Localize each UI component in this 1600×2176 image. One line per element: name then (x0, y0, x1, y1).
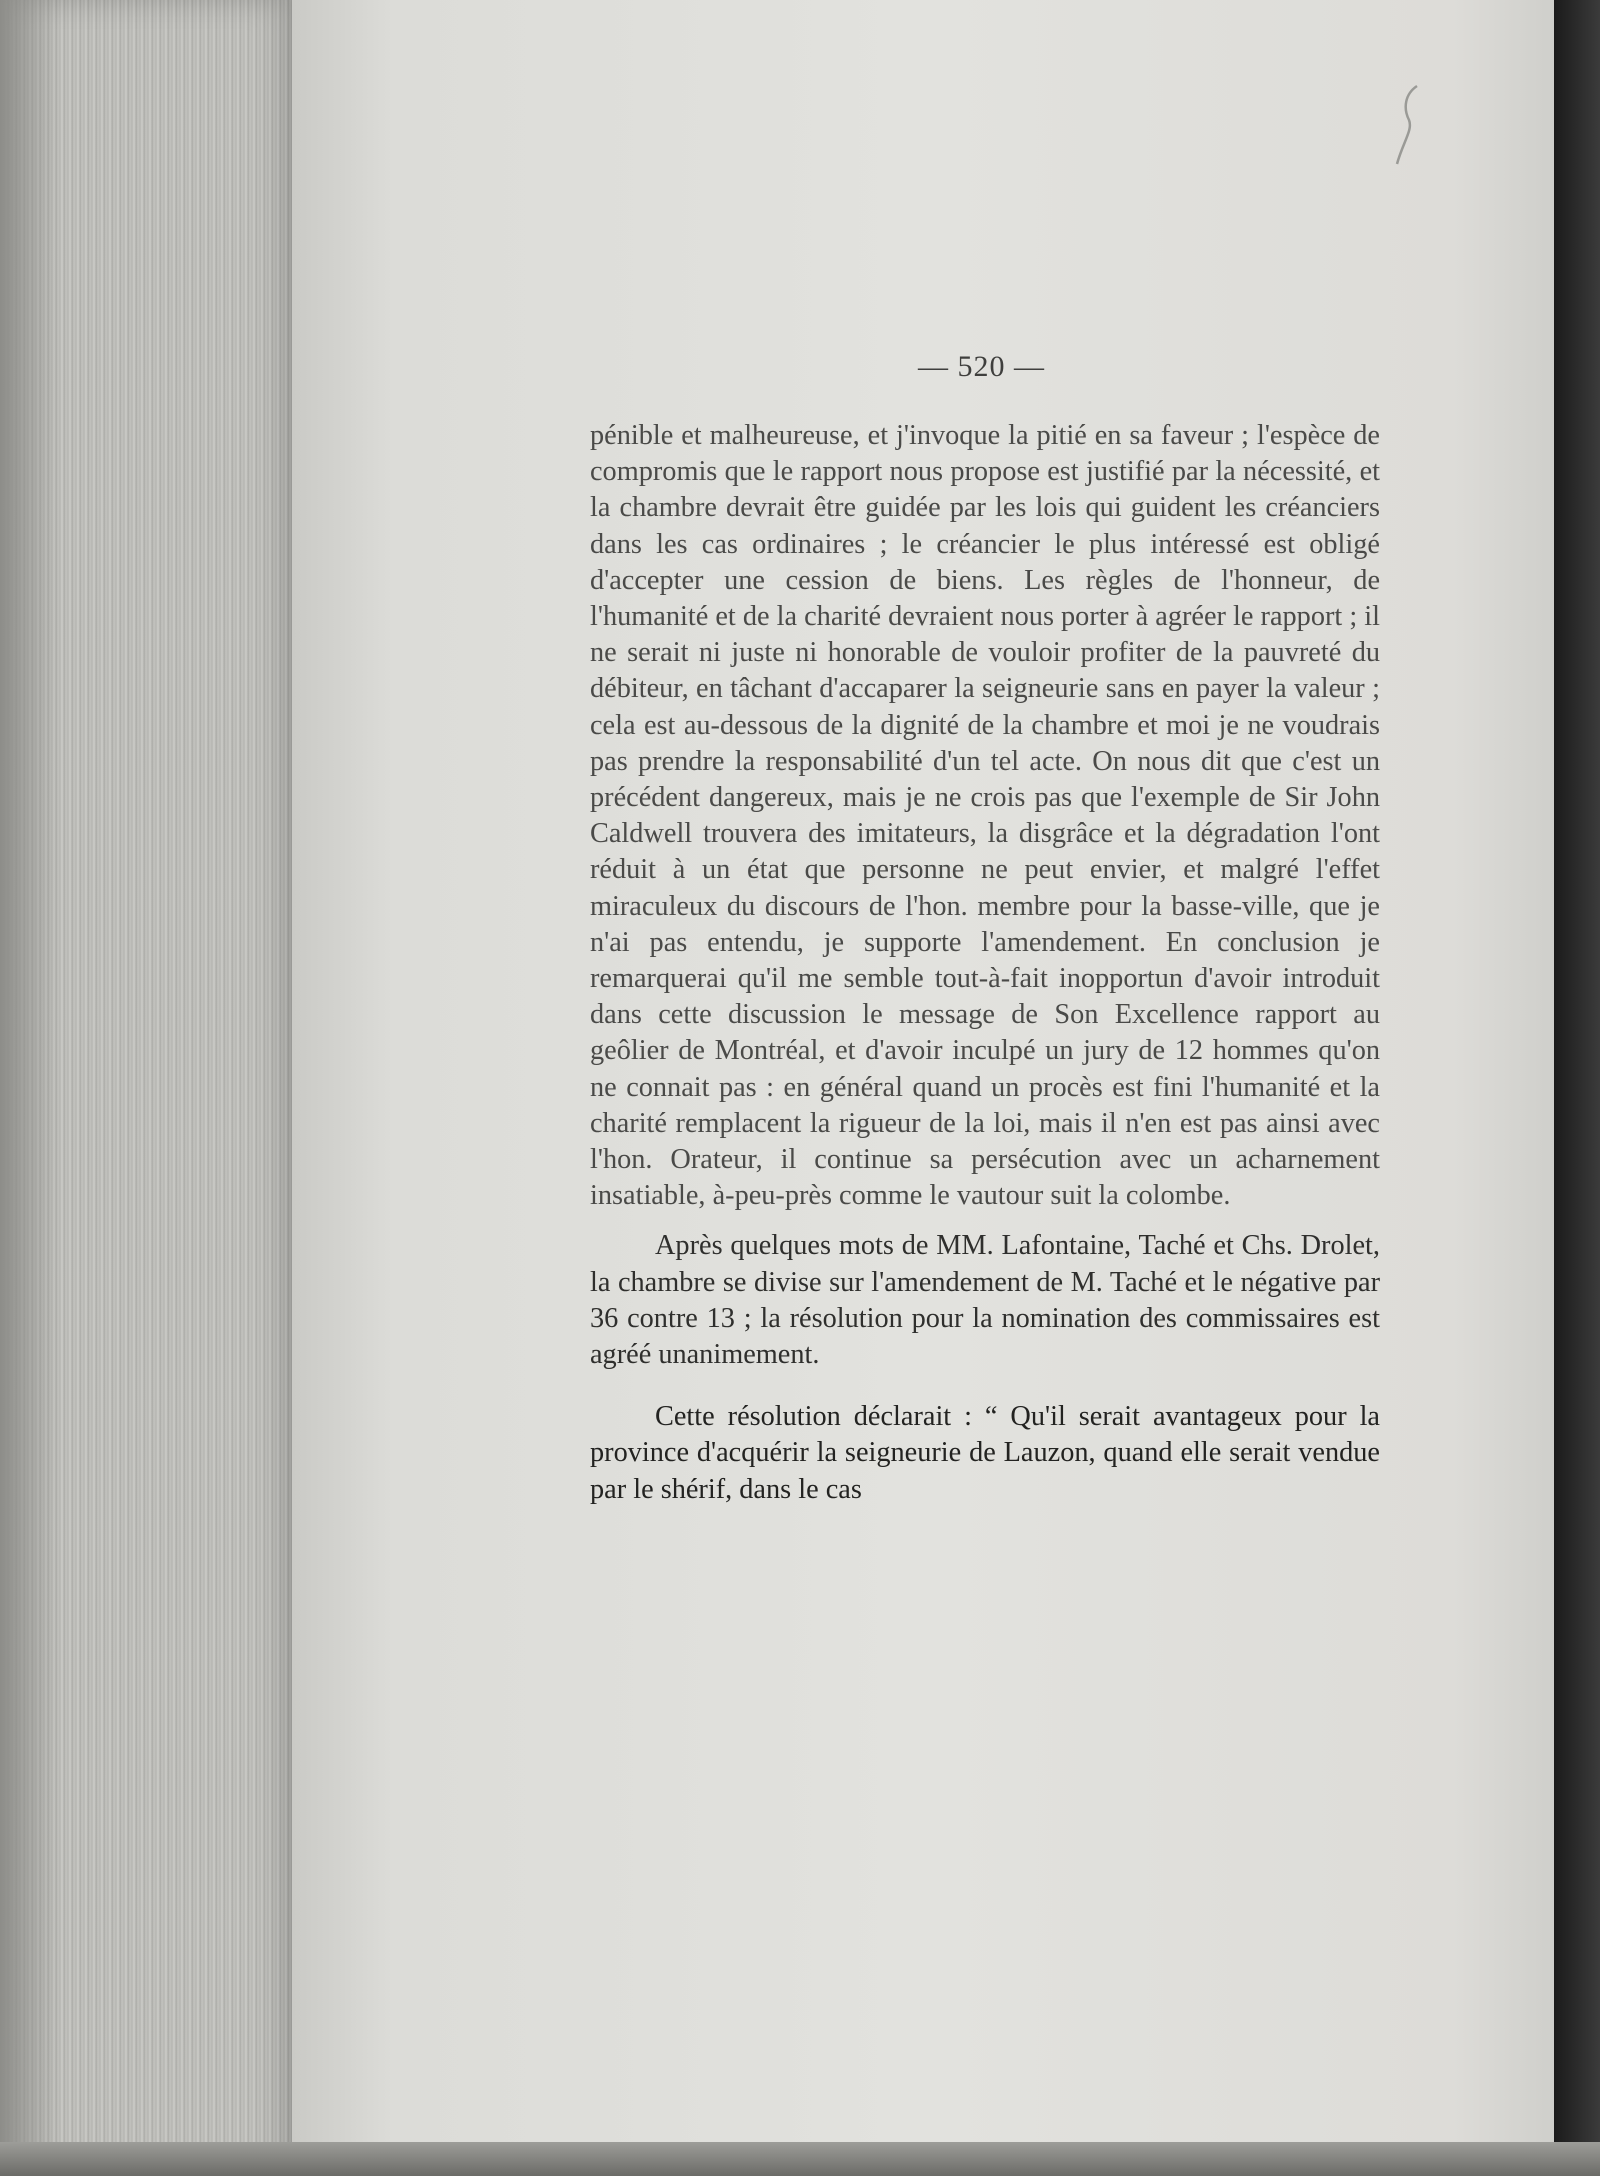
scan-right-margin (1554, 0, 1600, 2176)
scan-bottom-margin (0, 2142, 1600, 2176)
paragraph-resolution: Cette résolution déclarait : “ Qu'il serait avantageux pour la province d'acquérir la seigneurie de Lauzon, quand elle serait vendue par le shérif, dans le cas (590, 1401, 1380, 1505)
corner-pencil-mark (1395, 80, 1425, 170)
paragraph-continued-speech: pénible et malheureuse, et j'invoque la pitié en sa faveur ; l'espèce de compromis que le rapport nous propose est justifié par la nécessité, et la chambre devrait être guidée par les lois qui guident les créanciers dans les cas ordinaires ; le créancier le plus intéressé est obligé d'accepter une cession de biens. Les règles de l'honneur, de l'humanité et de la charité devraient nous porter à agréer le rapport ; il ne serait ni juste ni honorable de vouloir profiter de la pauvreté du débiteur, en tâchant d'accaparer la seigneurie sans en payer la valeur ; cela est au-dessous de la dignité de la chambre et moi je ne voudrais pas prendre la responsabilité d'un tel acte. On nous dit que c'est un précédent dangereux, mais je ne crois pas que l'exemple de Sir John Caldwell trouvera des imitateurs, la disgrâce et la dégradation l'ont réduit à un état que personne ne peut envier, et malgré l'effet miraculeux du discours de l'hon. membre pour la basse-ville, que je n'ai pas entendu, je supporte l'amendement. En conclusion je remarquerai qu'il me semble tout-à-fait inopportun d'avoir introduit dans cette discussion le message de Son Excellence rapport au geôlier de Montréal, et d'avoir inculpé un jury de 12 hommes qu'on ne connait pas : en général quand un procès est fini l'humanité et la charité remplacent la rigueur de la loi, mais il n'en est pas ainsi avec l'hon. Orateur, il continue sa persécution avec un acharnement insatiable, à-peu-près comme le vautour suit la colombe. (590, 420, 1380, 1212)
paragraph-vote-result: Après quelques mots de MM. Lafontaine, Taché et Chs. Drolet, la chambre se divise sur l'amendement de M. Taché et le négative par 36 contre 13 ; la résolution pour la nomination des commissaires est agréé unanimement. (590, 1230, 1380, 1371)
edge-shadow (0, 0, 60, 2176)
body-text (590, 418, 1380, 1508)
page-number: — 520 — (918, 350, 1045, 383)
